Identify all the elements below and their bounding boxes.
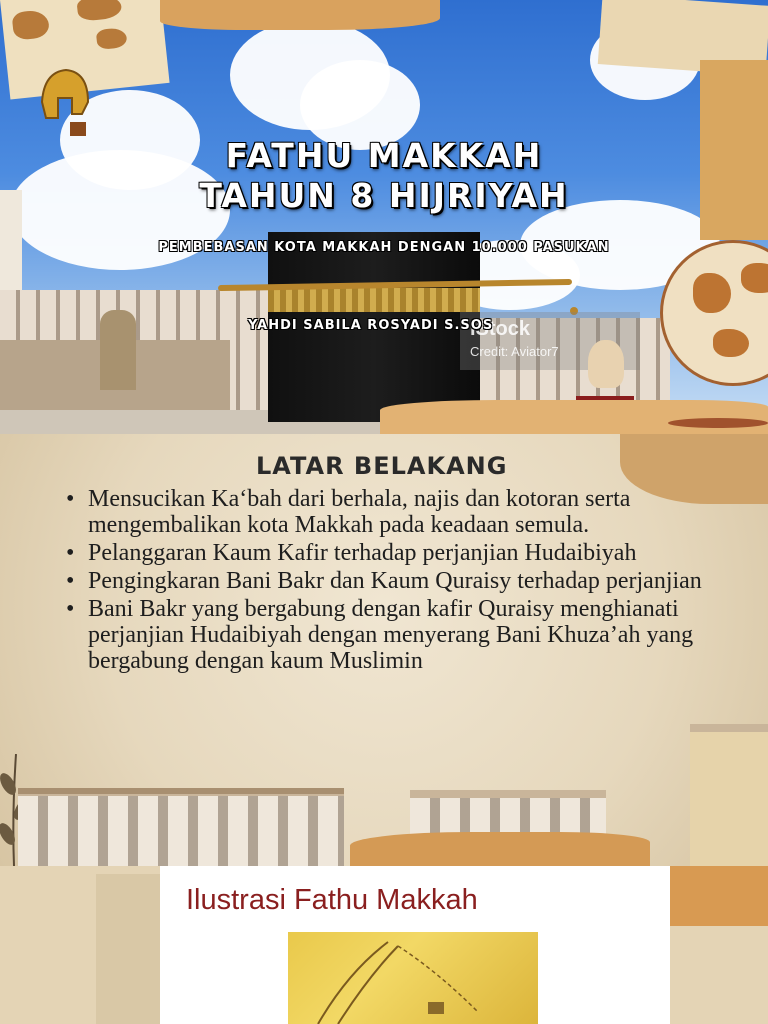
torn-paper-bottom [380,400,768,434]
torn-paper-right [670,866,768,926]
gothic-building-right [690,724,768,866]
hero-author: YAHDI SABILA ROSYADI S.SOS [248,318,494,333]
hero-title-line2: TAHUN 8 HIJRIYAH [199,176,569,215]
decorative-paper [96,874,160,1024]
list-item: • Bani Bakr yang bergabung dengan kafir Quraisy menghianati perjanjian Hudaibiyah dengan menyerang Bani Khuza’ah yang bergabung dengan kaum Muslimin [66,596,746,674]
classical-building-left [18,788,344,866]
map-continent [76,0,122,22]
illustration-title: Ilustrasi Fathu Makkah [186,884,478,916]
map-continent [11,9,50,41]
globe-continent [693,273,731,313]
statue-bust [588,340,624,388]
route-lines [288,932,538,1024]
list-item: • Mensucikan Ka‘bah dari berhala, najis dan kotoran serta mengembalikan kota Makkah pada keadaan semula. [66,486,746,538]
watermark-credit: Credit: Aviator7 [470,344,559,359]
spartan-helmet-icon [34,62,94,142]
map-continent [96,27,128,50]
list-item: • Pelanggaran Kaum Kafir terhadap perjanjian Hudaibiyah [66,540,746,566]
section-heading: LATAR BELAKANG [256,452,508,480]
latar-belakang-slide [0,434,768,866]
hero-title-line1: FATHU MAKKAH [225,136,543,175]
ilustrasi-slide [0,866,768,1024]
globe-stand [668,418,768,428]
hero-subtitle: PEMBEBASAN KOTA MAKKAH DENGAN 10.000 PASUKAN [158,240,610,255]
building-cornice [18,788,344,794]
route-map-image [288,932,538,1024]
minaret [100,310,136,390]
bullet-list [66,486,746,676]
list-item: • Pengingkaran Bani Bakr dan Kaum Quraisy terhadap perjanjian [66,568,746,594]
globe-continent [741,263,768,293]
kaaba-gold-band [268,288,480,312]
watermark-logo: iStock [470,318,531,340]
torn-paper-bottom [350,832,650,866]
hero-slide [0,0,768,434]
globe-continent [713,329,749,357]
torn-paper-top [160,0,440,30]
